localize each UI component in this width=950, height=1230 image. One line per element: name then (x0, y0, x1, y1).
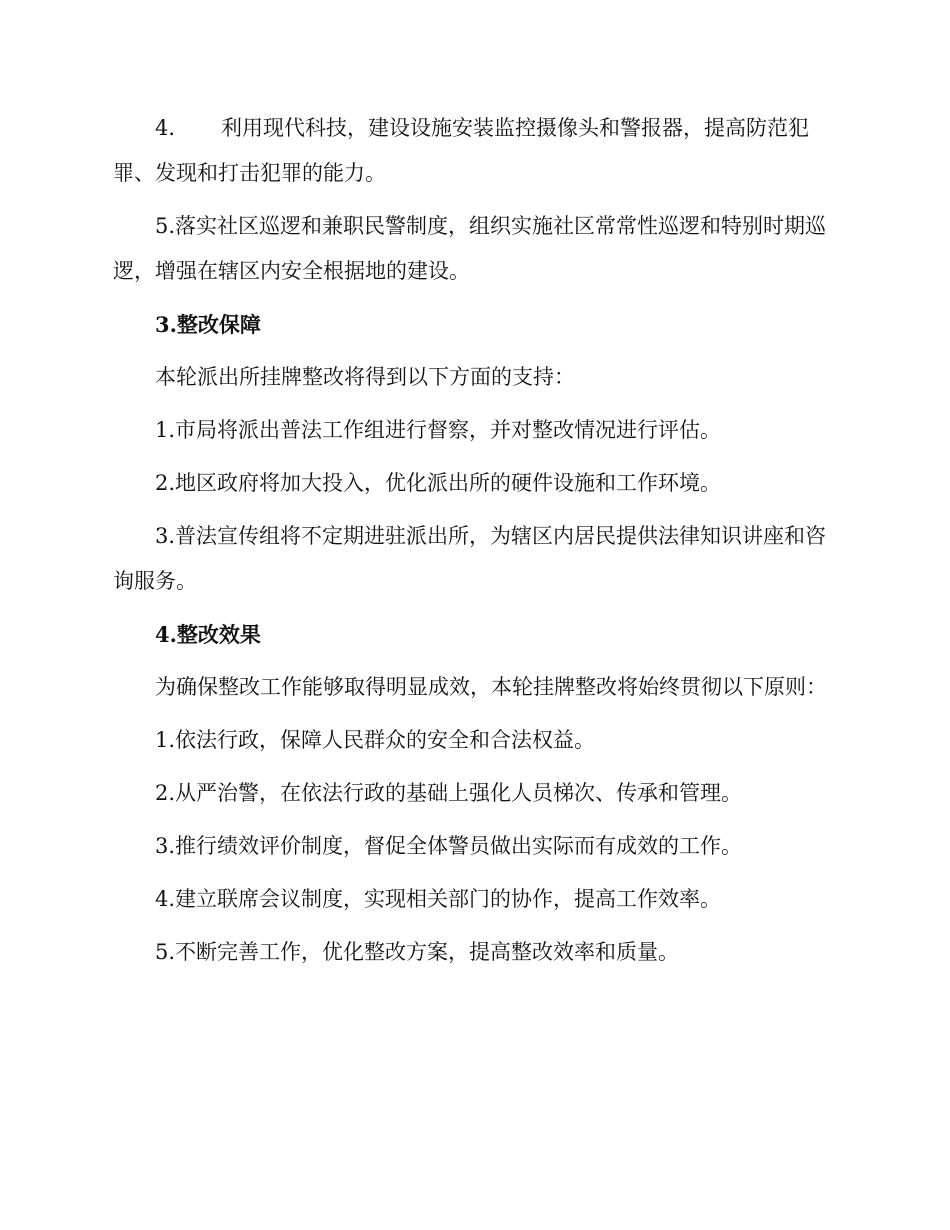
paragraph-principles-intro: 为确保整改工作能够取得明显成效，本轮挂牌整改将始终贯彻以下原则： (155, 675, 827, 699)
list-item-principle-3: 3.推行绩效评价制度，督促全体警员做出实际而有成效的工作。 (155, 834, 743, 858)
list-item-support-2: 2.地区政府将加大投入，优化派出所的硬件设施和工作环境。 (155, 471, 722, 495)
list-item-principle-1: 1.依法行政，保障人民群众的安全和合法权益。 (155, 728, 596, 752)
list-item-number: 4. (155, 116, 176, 140)
section-heading-effect: 4.整改效果 (155, 622, 261, 647)
list-item-support-3: 3.普法宣传组将不定期进驻派出所，为辖区内居民提供法律知识讲座和咨询服务。 (113, 524, 827, 593)
list-item-text: 利用现代科技，建设设施安装监控摄像头和警报器，提高防范犯罪、发现和打击犯罪的能力。 (113, 116, 809, 185)
list-item-principle-5: 5.不断完善工作，优化整改方案，提高整改效率和质量。 (155, 940, 680, 964)
list-item-principle-4: 4.建立联席会议制度，实现相关部门的协作，提高工作效率。 (155, 887, 722, 911)
list-item-4-technology (113, 106, 833, 196)
list-item-5-patrol: 5.落实社区巡逻和兼职民警制度，组织实施社区常常性巡逻和特别时期巡逻，增强在辖区内安全根据地的建设。 (113, 214, 827, 283)
list-item-principle-2: 2.从严治警，在依法行政的基础上强化人员梯次、传承和管理。 (155, 781, 743, 805)
list-item-support-1: 1.市局将派出普法工作组进行督察，并对整改情况进行评估。 (155, 418, 722, 442)
section-heading-guarantee: 3.整改保障 (155, 312, 261, 337)
paragraph-support-intro: 本轮派出所挂牌整改将得到以下方面的支持： (155, 365, 575, 389)
document-body (113, 106, 833, 975)
